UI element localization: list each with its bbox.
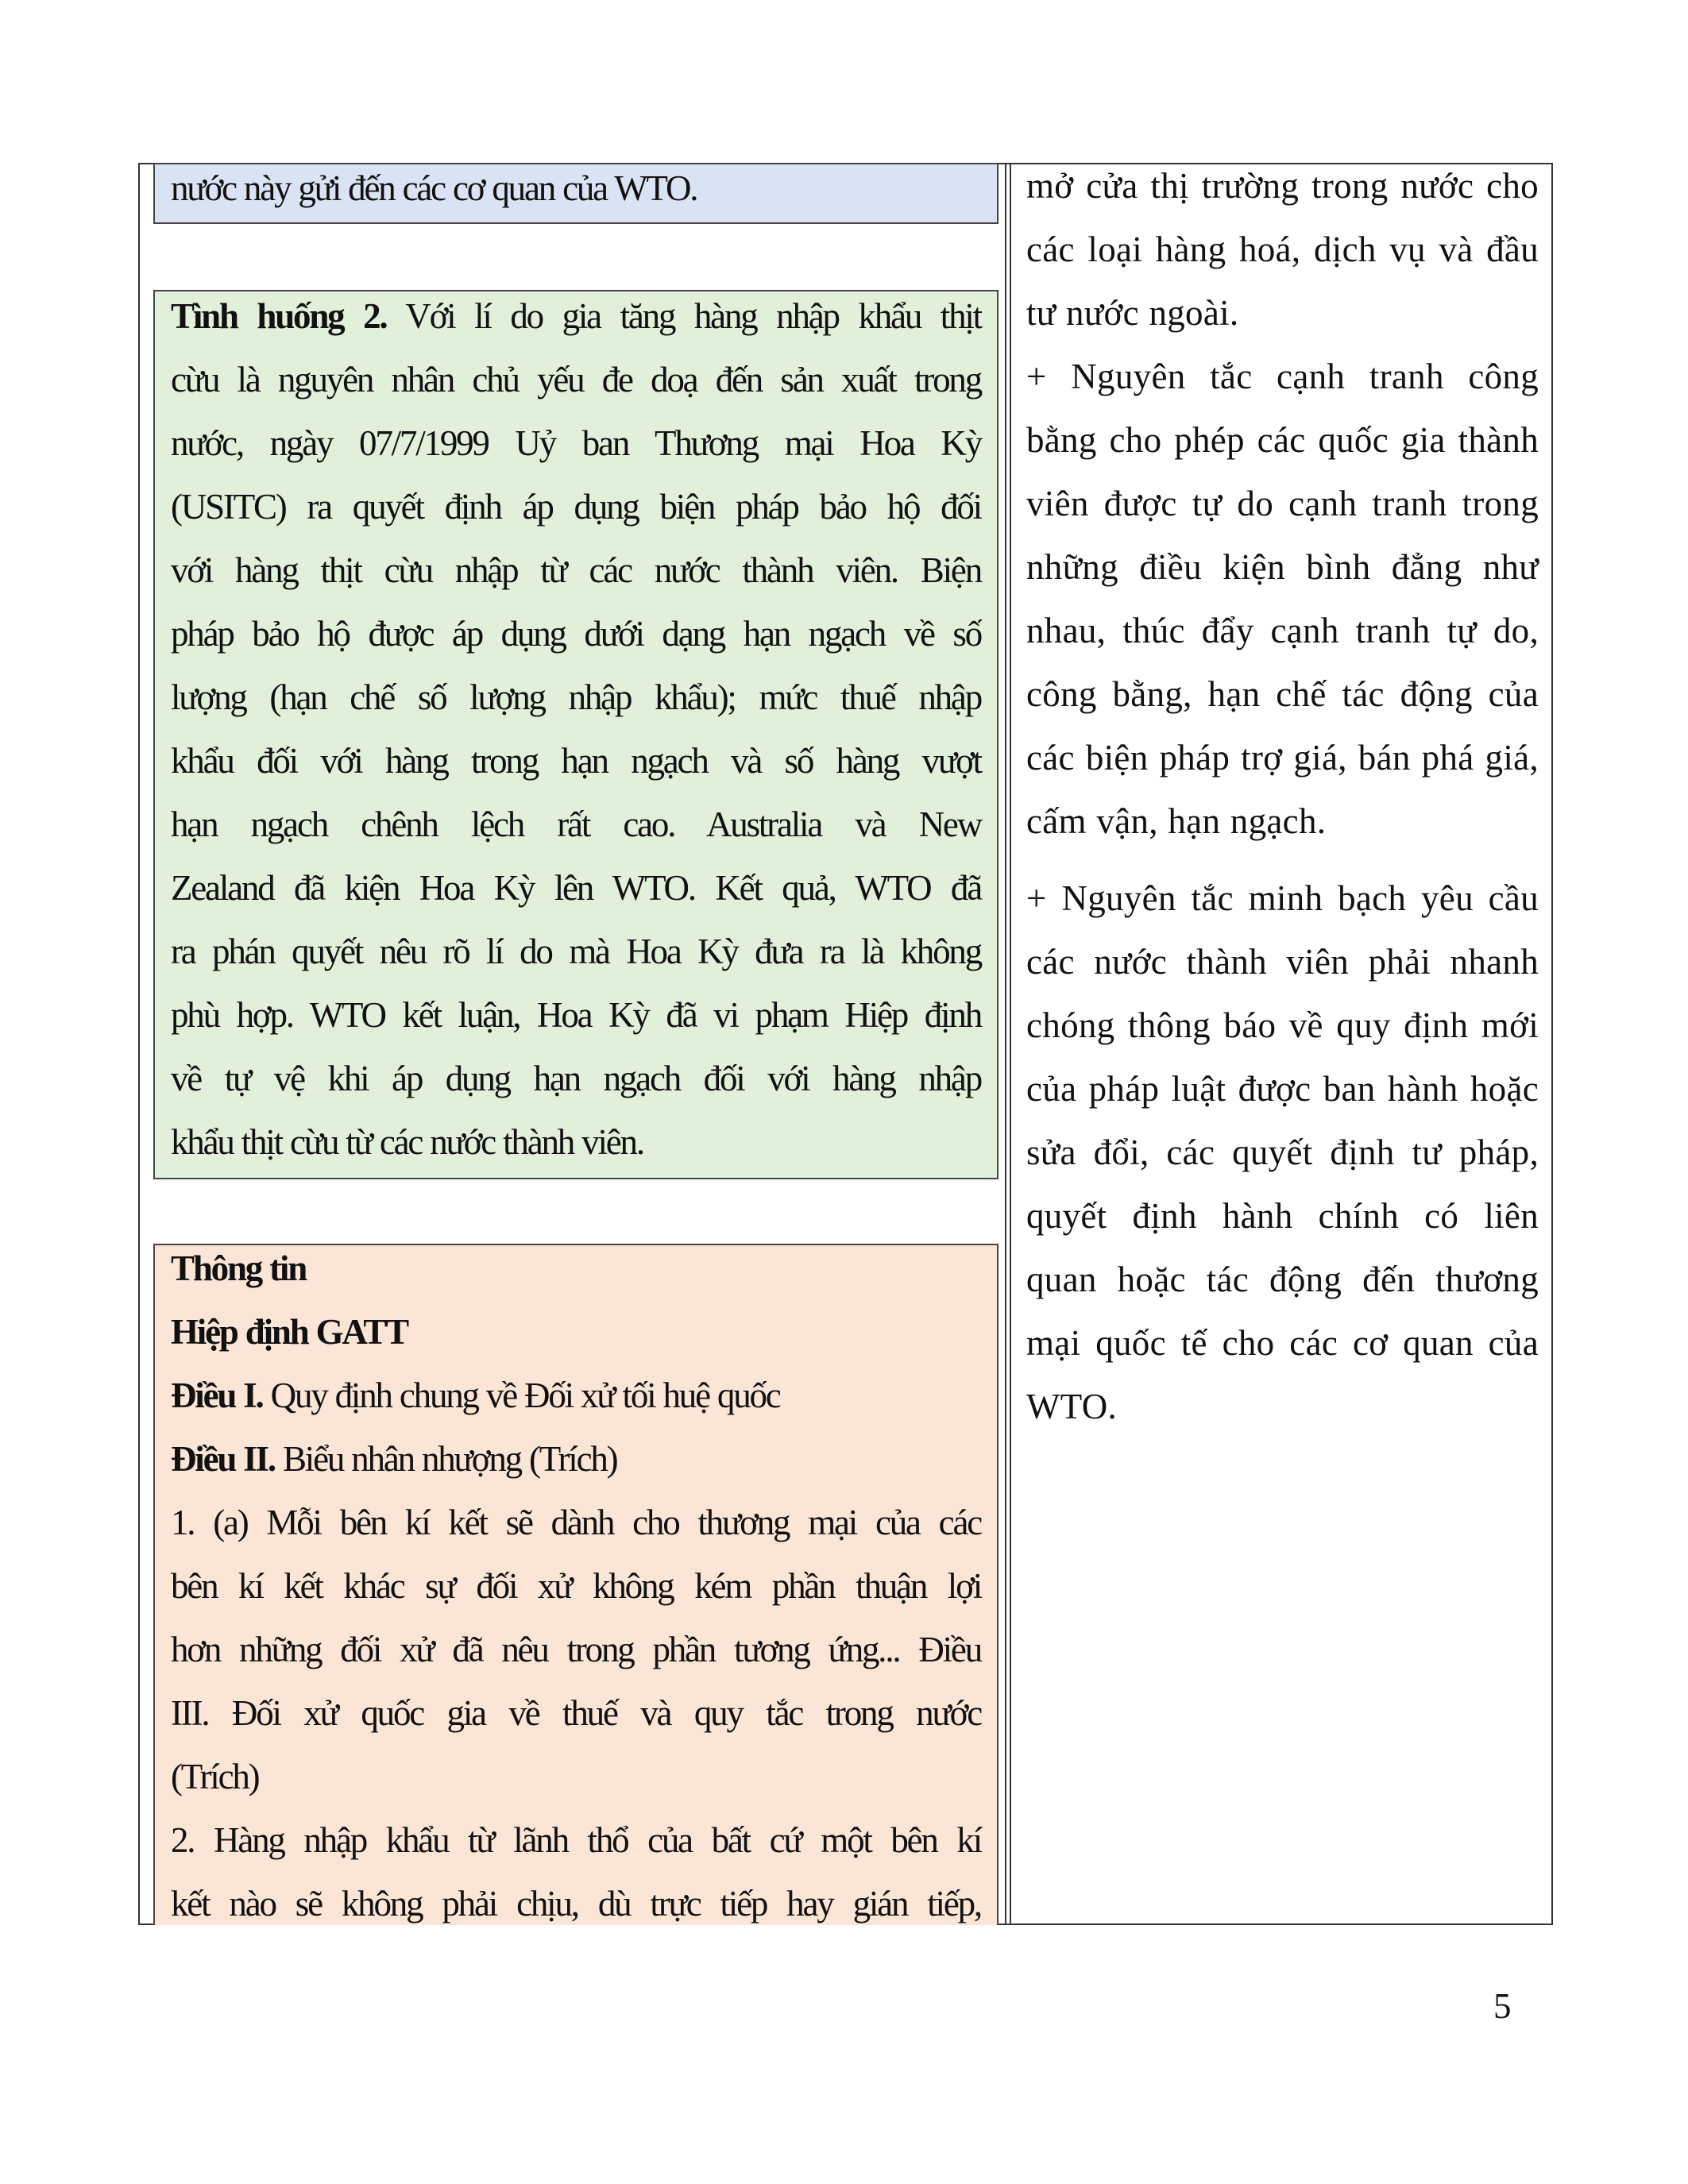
- page-number: 5: [1493, 1986, 1512, 2026]
- text-line: pháp bảo hộ được áp dụng dưới dạng hạn ngạch về số: [171, 614, 981, 654]
- text-line: khẩu đối với hàng trong hạn ngạch và số hàng vượt: [171, 741, 981, 781]
- text-line: cừu là nguyên nhân chủ yếu đe doạ đến sản xuất trong: [171, 360, 981, 399]
- text-line: [171, 1300, 981, 1364]
- text-span: Biểu nhân nhượng (Trích): [274, 1439, 617, 1479]
- text-line: mở cửa thị trường trong nước cho: [1026, 166, 1539, 206]
- text-line: các loại hàng hoá, dịch vụ và đầu: [1026, 230, 1539, 269]
- agreement-heading: Hiệp định GATT: [171, 1312, 408, 1352]
- info-heading: Thông tin: [171, 1248, 307, 1288]
- text-line: bằng cho phép các quốc gia thành: [1026, 420, 1539, 460]
- text-line: lượng (hạn chế số lượng nhập khẩu); mức thuế nhập: [171, 677, 981, 717]
- text-line: của pháp luật được ban hành hoặc: [1026, 1069, 1539, 1109]
- text-line: (Trích): [171, 1757, 259, 1796]
- text-line: kết nào sẽ không phải chịu, dù trực tiếp hay gián tiếp,: [171, 1884, 981, 1924]
- text-line: tư nước ngoài.: [1026, 293, 1239, 333]
- text-line: nước, ngày 07/7/1999 Uỷ ban Thương mại Hoa Kỳ: [171, 423, 981, 463]
- text-line: những điều kiện bình đẳng như: [1026, 547, 1539, 587]
- text-line: mại quốc tế cho các cơ quan của: [1026, 1323, 1539, 1363]
- case-study-2-box: [153, 290, 999, 1179]
- information-box: [153, 1244, 999, 1925]
- text-line: + Nguyên tắc minh bạch yêu cầu: [1026, 878, 1539, 918]
- article-label: Điều II.: [171, 1439, 275, 1479]
- article-label: Điều I.: [171, 1376, 263, 1415]
- text-line: sửa đổi, các quyết định tư pháp,: [1026, 1133, 1539, 1172]
- text-line: hạn ngạch chênh lệch rất cao. Australia và New: [171, 805, 981, 844]
- text-line: chóng thông báo về quy định mới: [1026, 1005, 1539, 1045]
- text-line: III. Đối xử quốc gia về thuế và quy tắc trong nước: [171, 1693, 981, 1733]
- text-line: bên kí kết khác sự đối xử không kém phần thuận lợi: [171, 1566, 981, 1606]
- text-line: cấm vận, hạn ngạch.: [1026, 801, 1327, 841]
- text-span: Với lí do gia tăng hàng nhập khẩu thịt: [386, 296, 981, 336]
- text-line: Zealand đã kiện Hoa Kỳ lên WTO. Kết quả, WTO đã: [171, 868, 981, 908]
- text-line: [171, 1427, 981, 1491]
- text-line: [171, 290, 981, 348]
- text-line: nhau, thúc đẩy cạnh tranh tự do,: [1026, 611, 1539, 650]
- text-line: hơn những đối xử đã nêu trong phần tương ứng... Điều: [171, 1630, 981, 1669]
- text-line: nước này gửi đến các cơ quan của WTO.: [171, 168, 697, 208]
- column-divider: [1005, 163, 1011, 1925]
- text-line: các biện pháp trợ giá, bán phá giá,: [1026, 738, 1539, 778]
- text-line: quyết định hành chính có liên: [1026, 1196, 1539, 1236]
- text-line: khẩu thịt cừu từ các nước thành viên.: [171, 1122, 643, 1162]
- text-line: về tự vệ khi áp dụng hạn ngạch đối với hàng nhập: [171, 1059, 981, 1098]
- text-line: WTO.: [1026, 1387, 1118, 1426]
- case-title: Tình huống 2.: [171, 296, 387, 336]
- text-line: 2. Hàng nhập khẩu từ lãnh thổ của bất cứ một bên kí: [171, 1820, 981, 1860]
- text-line: quan hoặc tác động đến thương: [1026, 1260, 1539, 1299]
- text-line: + Nguyên tắc cạnh tranh công: [1026, 357, 1539, 396]
- text-line: (USITC) ra quyết định áp dụng biện pháp bảo hộ đối: [171, 487, 981, 527]
- text-line: phù hợp. WTO kết luận, Hoa Kỳ đã vi phạm Hiệp định: [171, 995, 981, 1035]
- text-span: Quy định chung về Đối xử tối huệ quốc: [262, 1376, 780, 1415]
- info-box-blue: [153, 163, 999, 224]
- text-line: [171, 1244, 981, 1300]
- text-line: viên được tự do cạnh tranh trong: [1026, 484, 1539, 523]
- text-line: ra phán quyết nêu rõ lí do mà Hoa Kỳ đưa ra là không: [171, 932, 981, 971]
- text-line: với hàng thịt cừu nhập từ các nước thành viên. Biện: [171, 550, 981, 590]
- text-line: các nước thành viên phải nhanh: [1026, 942, 1539, 982]
- text-line: [171, 1364, 981, 1427]
- text-line: 1. (a) Mỗi bên kí kết sẽ dành cho thương mại của các: [171, 1503, 981, 1542]
- text-line: công bằng, hạn chế tác động của: [1026, 674, 1539, 714]
